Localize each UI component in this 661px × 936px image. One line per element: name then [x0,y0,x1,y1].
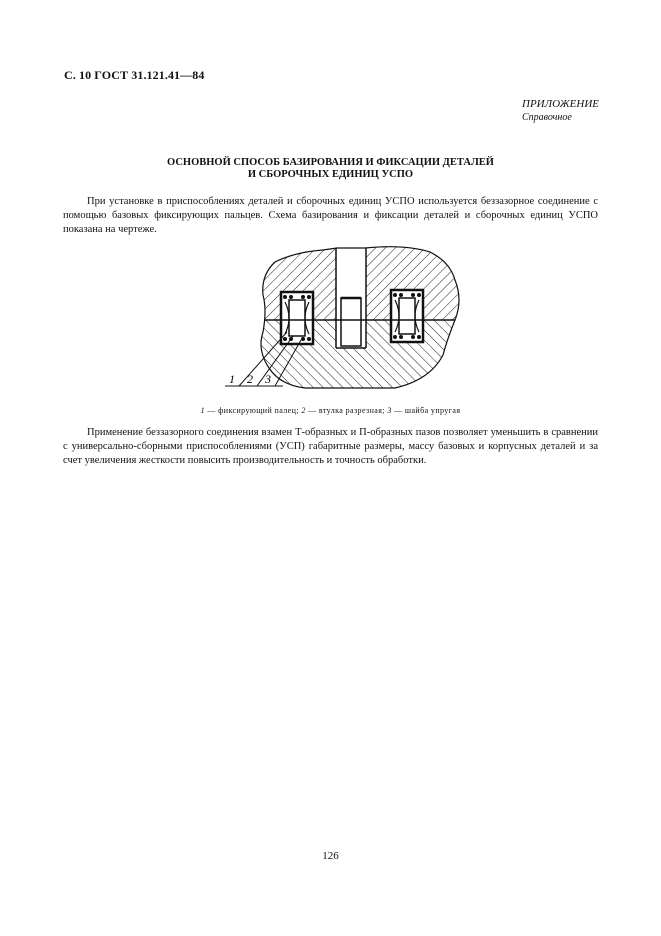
conclusion-paragraph: Применение беззазорного соединения взамен Т-образных и П-образных пазов позволяет уменьшить в сравнении с универсально-сборными приспособлениями (УСП) габаритные размеры, массу базовых и корпусных деталей и за счет увеличения жесткости повысить производительность и точность обработки. [63,427,598,466]
intro-paragraph: При установке в приспособлениях деталей и сборочных единиц УСПО используется беззазорное соединение с помощью базовых фиксирующих пальцев. Схема базирования и фиксации деталей и сборочных единиц УСПО показана на чертеже. [63,196,598,235]
callout-2: 2 [247,372,253,386]
appendix-note: Справочное [522,112,572,123]
page-number: 126 [322,850,339,862]
caption-num-2: 2 [301,406,306,415]
section-title-line-1: ОСНОВНОЙ СПОСОБ БАЗИРОВАНИЯ И ФИКСАЦИИ ДЕТАЛЕЙ [167,157,494,168]
caption-text-1: — фиксирующий палец; [204,406,302,415]
appendix-label: ПРИЛОЖЕНИЕ [522,98,599,110]
callout-3: 3 [265,372,271,386]
section-title-line-2: И СБОРОЧНЫХ ЕДИНИЦ УСПО [247,169,414,180]
right-fixing-assembly [391,290,423,342]
central-pin [341,298,361,346]
caption-num-3: 3 [387,406,392,415]
section-title [60,157,601,181]
caption-text-3: — шайба упругая [391,406,461,415]
caption-text-2: — втулка разрезная; [305,406,388,415]
figure-caption [60,406,601,415]
callout-1: 1 [229,372,235,386]
drawing-svg [205,240,465,398]
left-fixing-assembly [281,292,313,344]
appendix-block [522,98,599,124]
document-reference: С. 10 ГОСТ 31.121.41—84 [64,68,205,82]
caption-num-1: 1 [200,406,205,415]
basing-scheme-drawing [205,240,465,398]
